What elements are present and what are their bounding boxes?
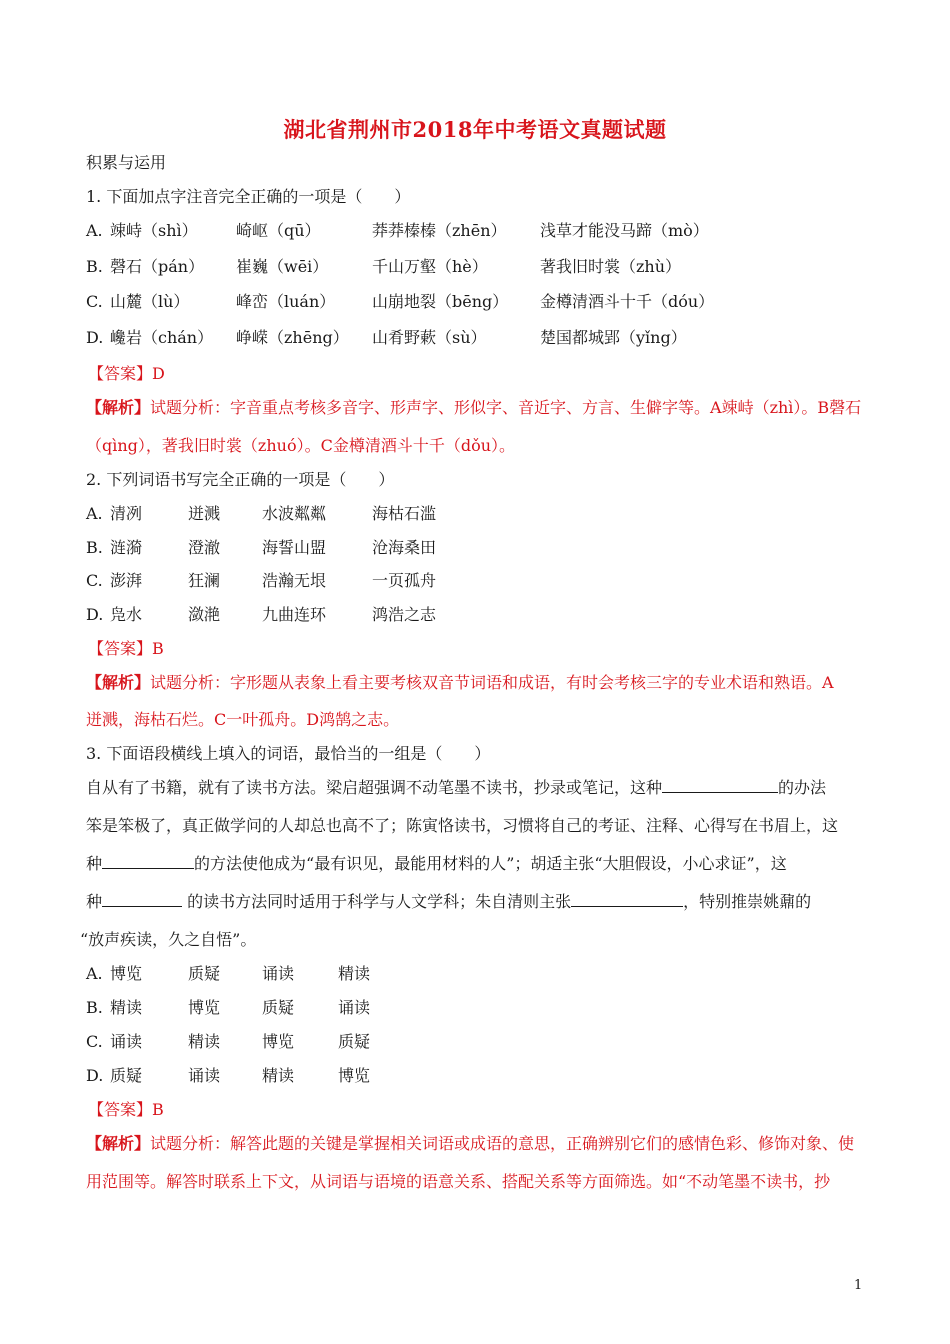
q3-answer: 【答案】B xyxy=(88,1100,164,1119)
q3-analysis-cont: 用范围等。解答时联系上下文，从词语与语境的语意关系、搭配关系等方面筛选。如“不动笔墨不读书，抄 xyxy=(86,1172,831,1191)
q2-option-item: 鸿浩之志 xyxy=(372,605,437,624)
q1-option-label: A. xyxy=(86,221,103,240)
q3-option-item: 精读 xyxy=(110,998,143,1017)
passage-text: 的读书方法同时适用于科学与人文学科；朱自清则主张 xyxy=(182,892,572,911)
q3-option-label: C. xyxy=(86,1032,103,1051)
q3-option-item: 诵读 xyxy=(262,964,295,983)
q2-option-item: 九曲连环 xyxy=(262,605,327,624)
q3-option-item: 质疑 xyxy=(188,964,221,983)
q3-option-item: 博览 xyxy=(262,1032,295,1051)
q1-stem: 1. 下面加点字注音完全正确的一项是（ ） xyxy=(86,187,411,206)
q2-option-label: B. xyxy=(86,538,103,557)
q1-option-item: 金樽清酒斗十千（dóu） xyxy=(540,292,715,311)
fill-blank-3 xyxy=(102,891,182,907)
q1-option-item: 莽莽榛榛（zhēn） xyxy=(372,221,507,240)
q3-stem: 3. 下面语段横线上填入的词语，最恰当的一组是（ ） xyxy=(86,744,491,763)
q2-analysis xyxy=(86,672,834,694)
q3-option-item: 质疑 xyxy=(338,1032,371,1051)
page-number: 1 xyxy=(854,1278,863,1293)
q2-option-item: 一页孤舟 xyxy=(372,571,437,590)
q3-option-item: 质疑 xyxy=(262,998,295,1017)
q1-option-item: 浅草才能没马蹄（mò） xyxy=(540,221,709,240)
q2-option-item: 迸溅 xyxy=(188,504,221,523)
q1-option-item: 巉岩（chán） xyxy=(110,328,214,347)
q1-option-item: 楚国都城郢（yǐng） xyxy=(540,328,687,347)
q3-passage-line-3 xyxy=(86,853,787,875)
analysis-text: 试题分析：解答此题的关键是掌握相关词语或成语的意思，正确辨别它们的感情色彩、修饰对象、使 xyxy=(150,1134,855,1153)
q1-option-item: 千山万壑（hè） xyxy=(372,257,488,276)
analysis-text: 试题分析：字音重点考核多音字、形声字、形似字、音近字、方言、生僻字等。A竦峙（zhì）。B磬石 xyxy=(150,398,862,417)
q3-passage-line-1 xyxy=(86,777,826,799)
q2-option-label: D. xyxy=(86,605,104,624)
q3-option-item: 诵读 xyxy=(188,1066,221,1085)
q3-option-item: 诵读 xyxy=(338,998,371,1017)
passage-text: 的办法 xyxy=(778,778,827,797)
q1-option-label: B. xyxy=(86,257,103,276)
q2-option-item: 海誓山盟 xyxy=(262,538,327,557)
q2-option-label: A. xyxy=(86,504,103,523)
q3-passage-line-2: 笨是笨极了，真正做学问的人却总也高不了；陈寅恪读书，习惯将自己的考证、注释、心得写在书眉上，这 xyxy=(86,816,839,835)
q3-option-item: 诵读 xyxy=(110,1032,143,1051)
q1-option-item: 著我旧时裳（zhù） xyxy=(540,257,682,276)
section-heading: 积累与运用 xyxy=(86,153,167,172)
q2-option-item: 潋滟 xyxy=(188,605,221,624)
q1-option-item: 崎岖（qū） xyxy=(236,221,321,240)
q1-option-item: 峰峦（luán） xyxy=(236,292,336,311)
fill-blank-2 xyxy=(102,853,194,869)
analysis-text: 试题分析：字形题从表象上看主要考核双音节词语和成语，有时会考核三字的专业术语和熟语。A xyxy=(150,673,834,692)
q1-answer: 【答案】D xyxy=(88,364,165,383)
q3-option-item: 质疑 xyxy=(110,1066,143,1085)
q3-option-item: 精读 xyxy=(188,1032,221,1051)
q1-analysis xyxy=(86,397,861,419)
q2-option-label: C. xyxy=(86,571,103,590)
q1-option-item: 山麓（lù） xyxy=(110,292,190,311)
fill-blank-4 xyxy=(571,891,683,907)
analysis-label: 【解析】 xyxy=(86,673,151,692)
q1-analysis-cont: （qìng），著我旧时裳（zhuó）。C金樽清酒斗十千（dǒu）。 xyxy=(86,436,516,455)
passage-text: 的方法使他成为“最有识见，最能用材料的人”；胡适主张“大胆假设，小心求证”，这 xyxy=(194,854,787,873)
q3-passage-line-4 xyxy=(86,891,811,913)
q1-option-item: 竦峙（shì） xyxy=(110,221,198,240)
q2-option-item: 凫水 xyxy=(110,605,143,624)
q3-option-label: A. xyxy=(86,964,103,983)
analysis-label: 【解析】 xyxy=(86,398,151,417)
q1-option-item: 山崩地裂（bēng） xyxy=(372,292,509,311)
q1-option-item: 峥嵘（zhēng） xyxy=(236,328,349,347)
page-title: 湖北省荆州市2018年中考语文真题试题 xyxy=(283,117,667,142)
passage-text: 种 xyxy=(86,854,103,873)
q3-option-item: 博览 xyxy=(110,964,143,983)
q2-option-item: 澄澈 xyxy=(188,538,221,557)
fill-blank-1 xyxy=(662,777,778,793)
q3-option-item: 精读 xyxy=(338,964,371,983)
analysis-label: 【解析】 xyxy=(86,1134,151,1153)
q3-option-label: D. xyxy=(86,1066,104,1085)
q2-option-item: 狂澜 xyxy=(188,571,221,590)
q1-option-item: 崔巍（wēi） xyxy=(236,257,329,276)
q3-analysis xyxy=(86,1133,854,1155)
q3-option-item: 博览 xyxy=(188,998,221,1017)
passage-text: 自从有了书籍，就有了读书方法。梁启超强调不动笔墨不读书，抄录或笔记，这种 xyxy=(86,778,663,797)
q2-option-item: 清冽 xyxy=(110,504,143,523)
passage-text: 种 xyxy=(86,892,103,911)
q1-option-item: 磬石（pán） xyxy=(110,257,205,276)
q2-stem: 2. 下列词语书写完全正确的一项是（ ） xyxy=(86,470,395,489)
q2-analysis-cont: 迸溅，海枯石烂。C一叶孤舟。D鸿鹄之志。 xyxy=(86,710,400,729)
q2-option-item: 澎湃 xyxy=(110,571,143,590)
q2-option-item: 涟漪 xyxy=(110,538,143,557)
passage-text: ，特别推崇姚鼐的 xyxy=(683,892,812,911)
q3-option-item: 博览 xyxy=(338,1066,371,1085)
q3-passage-line-5: “放声疾读，久之自悟”。 xyxy=(80,930,257,949)
q2-option-item: 浩瀚无垠 xyxy=(262,571,327,590)
q2-option-item: 海枯石滥 xyxy=(372,504,437,523)
q2-answer: 【答案】B xyxy=(88,639,164,658)
q2-option-item: 沧海桑田 xyxy=(372,538,437,557)
q1-option-label: C. xyxy=(86,292,103,311)
q2-option-item: 水波粼粼 xyxy=(262,504,327,523)
q1-option-item: 山肴野蔌（sù） xyxy=(372,328,487,347)
q3-option-label: B. xyxy=(86,998,103,1017)
q1-option-label: D. xyxy=(86,328,104,347)
q3-option-item: 精读 xyxy=(262,1066,295,1085)
